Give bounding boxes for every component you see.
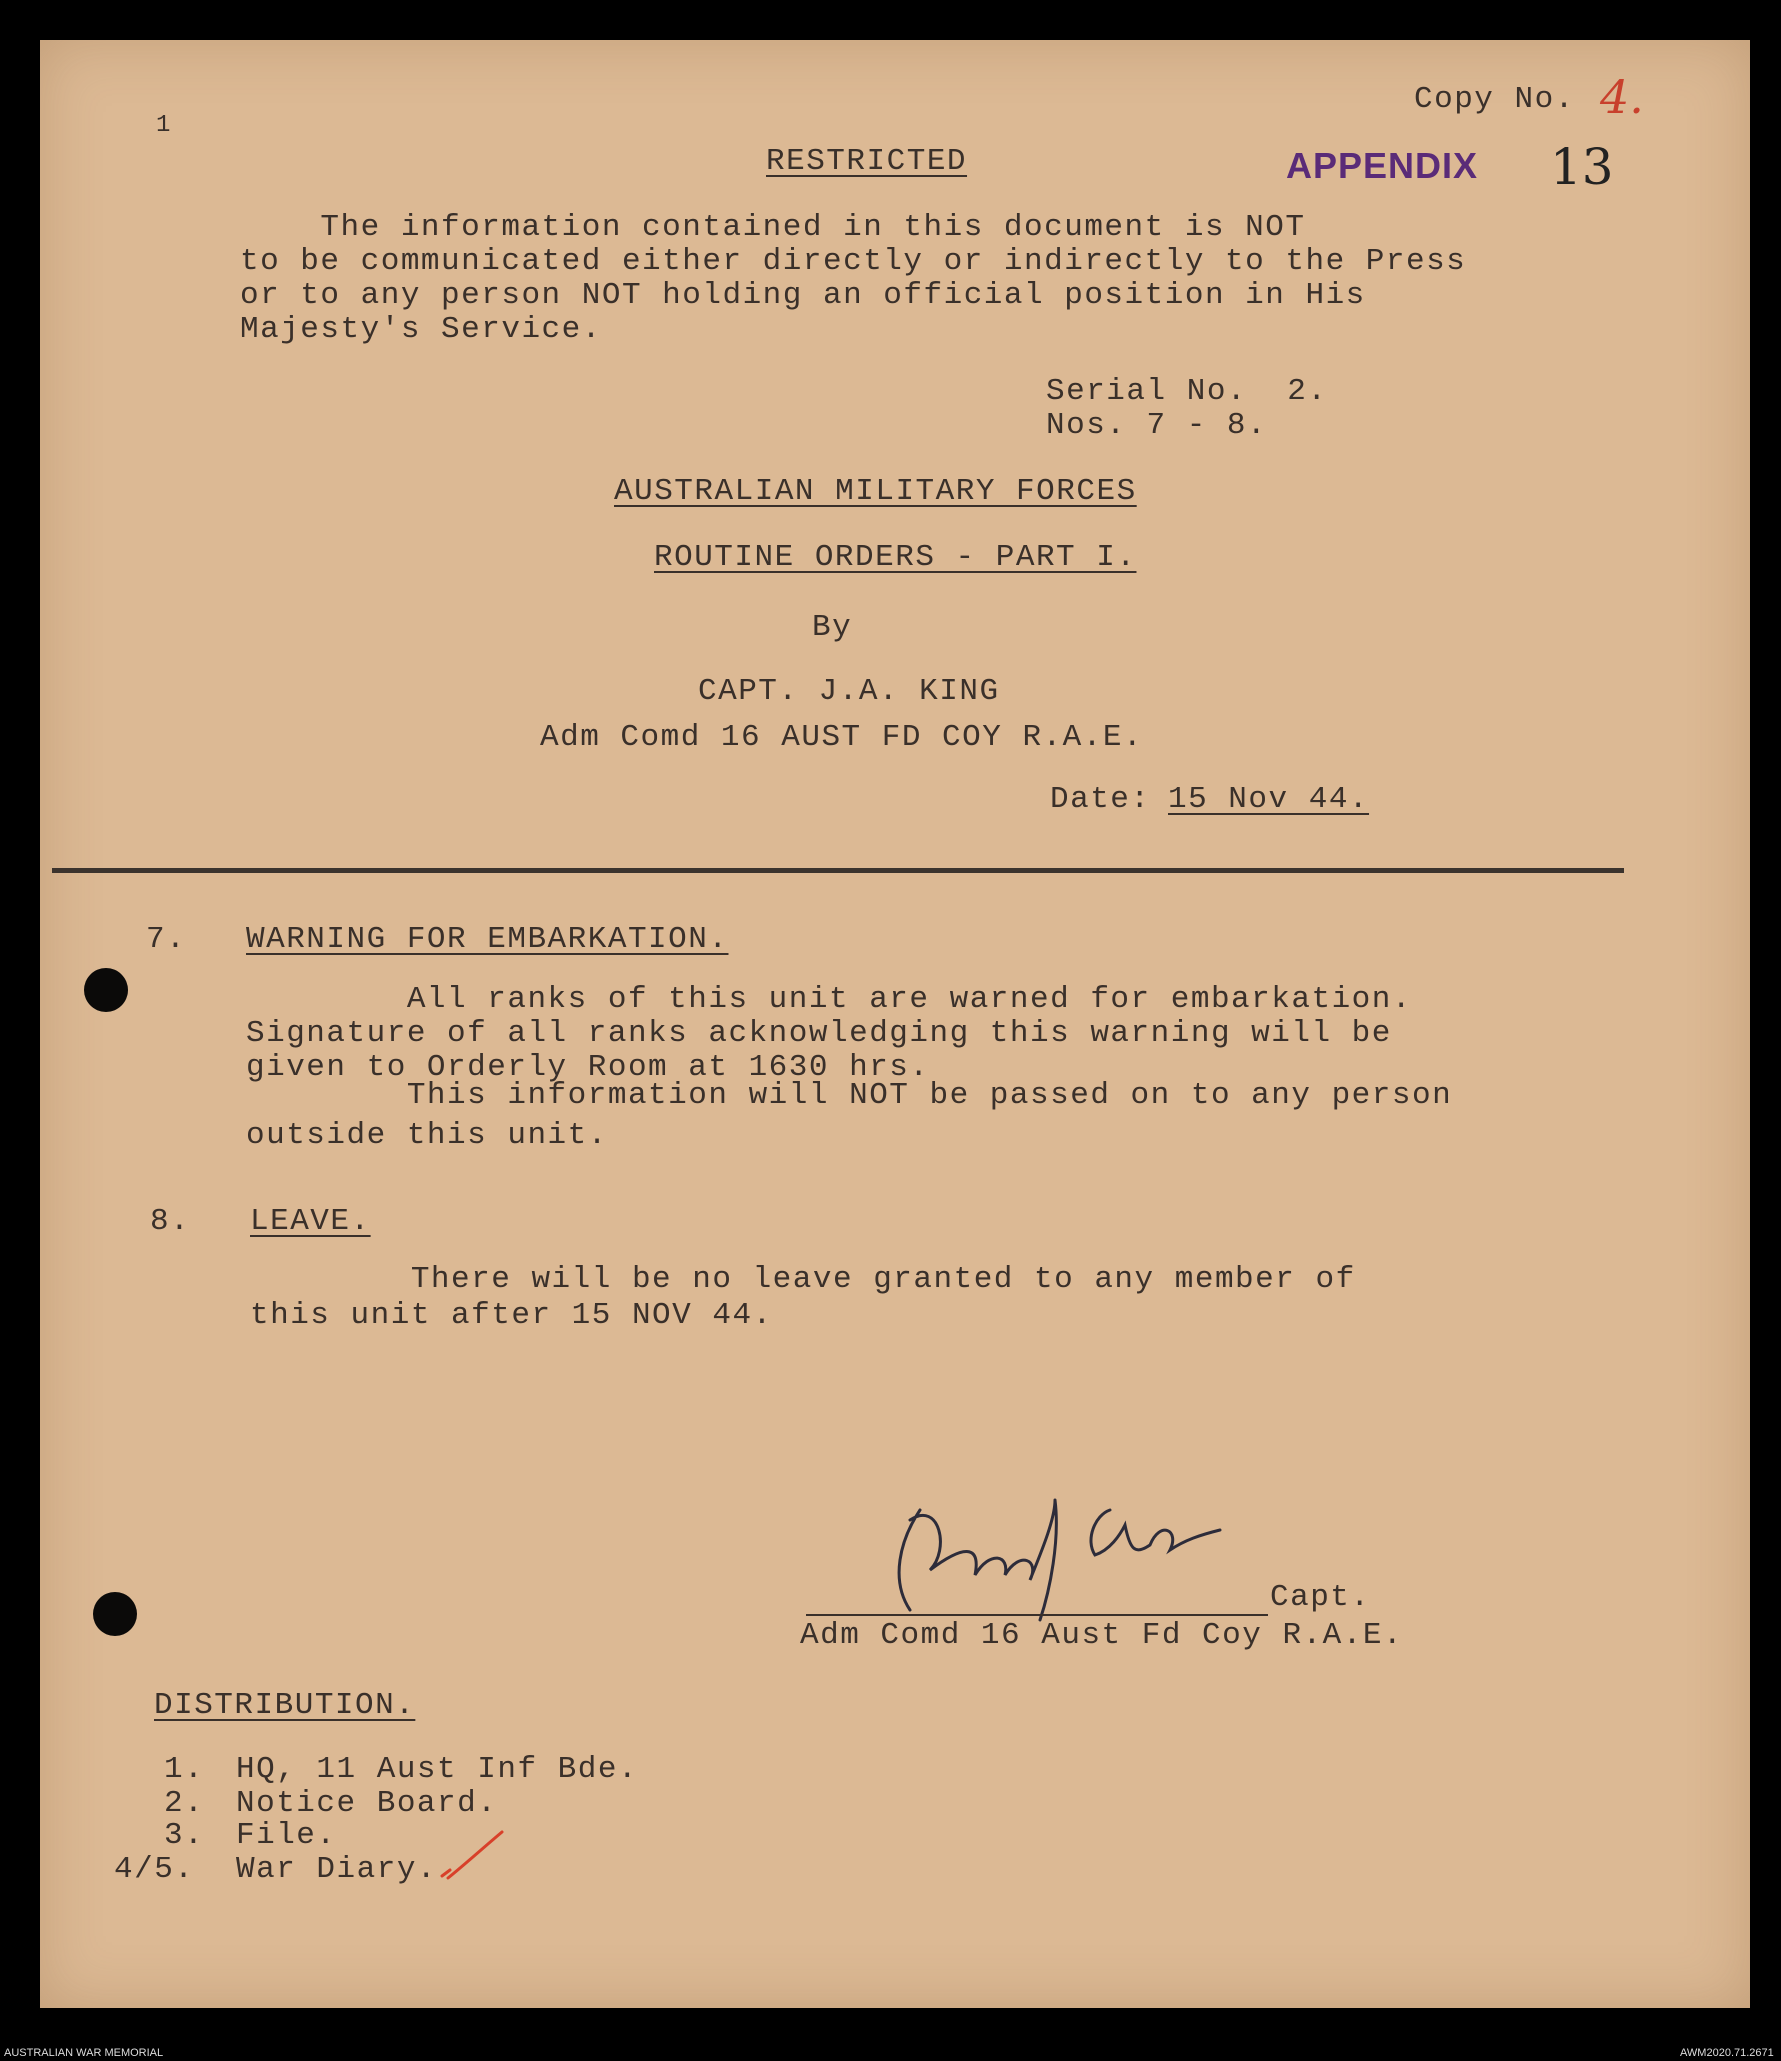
order-number: 7. bbox=[146, 922, 187, 957]
copy-number-label: Copy No. bbox=[1414, 82, 1575, 117]
officer-name: CAPT. J.A. KING bbox=[698, 674, 1000, 709]
corner-mark: 1 bbox=[156, 112, 172, 139]
date-value: 15 Nov 44. bbox=[1168, 782, 1370, 817]
notice-line: or to any person NOT holding an official position in His bbox=[240, 278, 1366, 313]
signature-image bbox=[880, 1480, 1260, 1630]
order-number: 8. bbox=[150, 1204, 191, 1239]
distribution-number: 1. bbox=[164, 1752, 205, 1787]
order-line: this unit after 15 NOV 44. bbox=[250, 1298, 773, 1333]
document-subheading: ROUTINE ORDERS - PART I. bbox=[654, 540, 1137, 575]
order-line: All ranks of this unit are warned for embarkation. bbox=[246, 982, 1412, 1017]
notice-line: The information contained in this document is NOT bbox=[240, 210, 1306, 245]
date-label: Date: bbox=[1050, 782, 1151, 817]
footer-left: AUSTRALIAN WAR MEMORIAL bbox=[4, 2047, 164, 2059]
classification-heading: RESTRICTED bbox=[766, 144, 968, 179]
order-title: WARNING FOR EMBARKATION. bbox=[246, 922, 729, 957]
signature-line bbox=[806, 1614, 1268, 1616]
order-line: given to Orderly Room at 1630 hrs. bbox=[246, 1050, 930, 1085]
notice-line: Majesty's Service. bbox=[240, 312, 602, 347]
punch-hole-top bbox=[84, 968, 128, 1012]
distribution-number: 3. bbox=[164, 1818, 205, 1853]
section-divider bbox=[52, 868, 1624, 873]
distribution-item: HQ, 11 Aust Inf Bde. bbox=[236, 1752, 639, 1787]
order-line: This information will NOT be passed on to any person bbox=[246, 1078, 1453, 1113]
distribution-item: File. bbox=[236, 1818, 337, 1853]
notice-line: to be communicated either directly or indirectly to the Press bbox=[240, 244, 1467, 279]
order-numbers: Nos. 7 - 8. bbox=[1046, 408, 1268, 443]
footer-right: AWM2020.71.2671 bbox=[1680, 2047, 1774, 2059]
distribution-title: DISTRIBUTION. bbox=[154, 1688, 416, 1723]
distribution-number: 4/5. bbox=[114, 1852, 195, 1887]
copy-number-handwritten: 4. bbox=[1600, 70, 1644, 124]
signature-rank: Capt. bbox=[1270, 1580, 1371, 1615]
appendix-number-handwritten: 13 bbox=[1550, 138, 1614, 196]
order-line: There will be no leave granted to any member of bbox=[250, 1262, 1356, 1297]
order-title: LEAVE. bbox=[250, 1204, 371, 1239]
serial-number: Serial No. 2. bbox=[1046, 374, 1328, 409]
distribution-item: Notice Board. bbox=[236, 1786, 498, 1821]
officer-unit: Adm Comd 16 AUST FD COY R.A.E. bbox=[540, 720, 1144, 755]
distribution-item: War Diary. bbox=[236, 1852, 438, 1887]
document-heading: AUSTRALIAN MILITARY FORCES bbox=[614, 474, 1137, 509]
red-pencil-tick bbox=[438, 1826, 508, 1886]
distribution-number: 2. bbox=[164, 1786, 205, 1821]
punch-hole-bottom bbox=[93, 1592, 137, 1636]
appendix-stamp: APPENDIX bbox=[1286, 145, 1479, 186]
signature-unit: Adm Comd 16 Aust Fd Coy R.A.E. bbox=[800, 1618, 1404, 1653]
by-line: By bbox=[812, 610, 853, 645]
order-line: outside this unit. bbox=[246, 1118, 608, 1153]
order-line: Signature of all ranks acknowledging this warning will be bbox=[246, 1016, 1392, 1051]
